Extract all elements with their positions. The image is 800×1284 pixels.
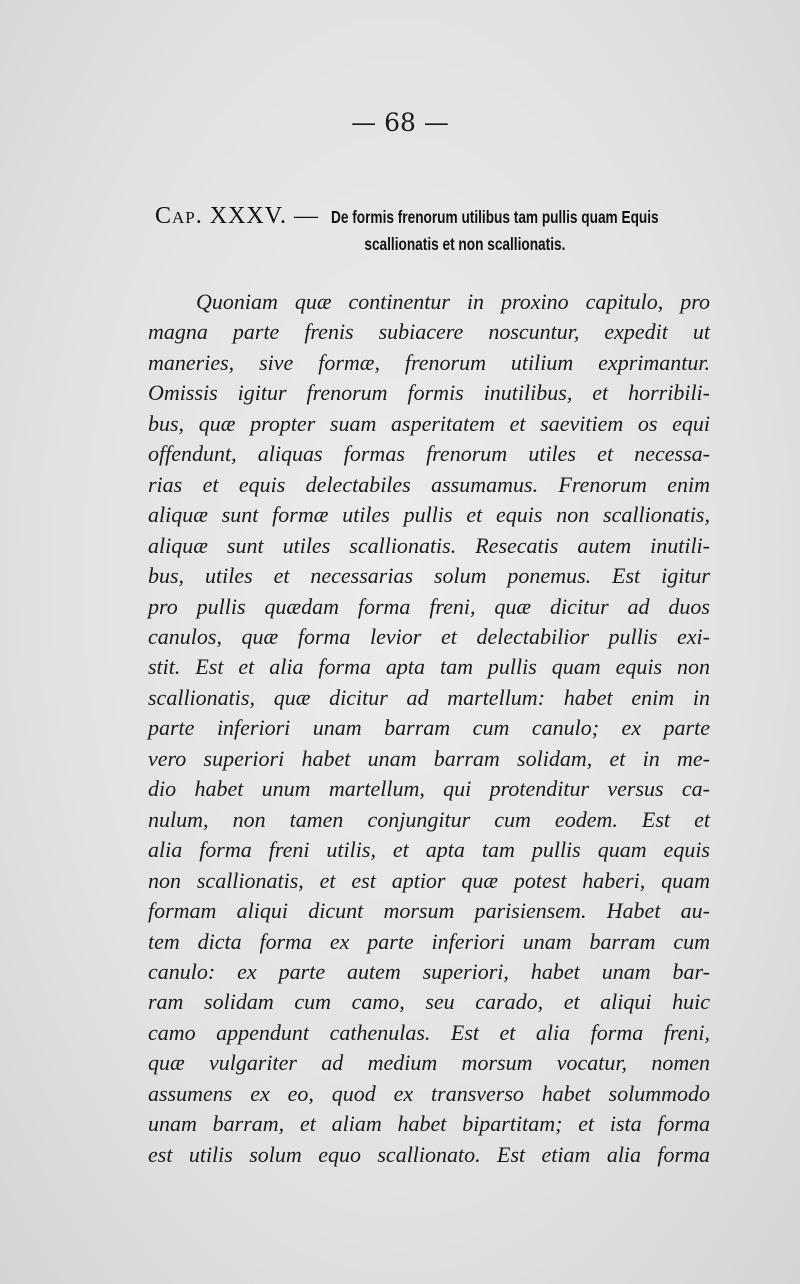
text-line: canulo: ex parte autem superiori, habet unam bar- (148, 958, 710, 984)
chapter-title-continued: scallionatis et non scallionatis. (364, 234, 566, 254)
text-line: camo appendunt cathenulas. Est et alia forma freni, (148, 1019, 710, 1045)
text-line: est utilis solum equo scallionato. Est etiam alia forma (148, 1141, 710, 1167)
text-line: pro pullis quædam forma freni, quæ dicitur ad duos (148, 593, 710, 619)
text-line: bus, quæ propter suam asperitatem et saevitiem os equi (148, 410, 710, 436)
chapter-label: Cap. XXXV. — (155, 203, 319, 229)
chapter-heading-line2 (155, 234, 715, 255)
body-text (148, 287, 710, 1170)
text-line: Quoniam quæ continentur in proxino capitulo, pro (196, 289, 710, 314)
chapter-heading (155, 203, 715, 255)
text-line: rias et equis delectabiles assumamus. Frenorum enim (148, 471, 710, 497)
text-line: aliquæ sunt formæ utiles pullis et equis non scallionatis, (148, 502, 710, 528)
text-line: unam barram, et aliam habet bipartitam; et ista forma (148, 1111, 710, 1137)
page-number: — 68 — (351, 108, 449, 137)
text-line: assumens ex eo, quod ex transverso habet solummodo (148, 1080, 710, 1106)
text-line: dio habet unum martellum, qui protenditur versus ca- (148, 776, 710, 802)
text-line: canulos, quæ forma levior et delectabilior pullis exi- (148, 623, 710, 649)
text-line: magna parte frenis subiacere noscuntur, expedit ut (148, 319, 710, 345)
text-line: non scallionatis, et est aptior quæ potest haberi, quam (148, 867, 710, 893)
text-line: ram solidam cum camo, seu carado, et aliqui huic (148, 989, 710, 1015)
text-line: parte inferiori unam barram cum canulo; ex parte (148, 715, 710, 741)
text-line: formam aliqui dicunt morsum parisiensem. Habet au- (148, 898, 710, 924)
text-line: stit. Est et alia forma apta tam pullis quam equis non (148, 654, 710, 680)
text-line: offendunt, aliquas formas frenorum utiles et necessa- (148, 441, 710, 467)
text-line: bus, utiles et necessarias solum ponemus. Est igitur (148, 563, 710, 589)
chapter-heading-line1 (155, 203, 715, 230)
text-line: scallionatis, quæ dicitur ad martellum: habet enim in (148, 684, 710, 710)
text-line: nulum, non tamen conjungitur cum eodem. Est et (148, 806, 710, 832)
text-line: alia forma freni utilis, et apta tam pullis quam equis (148, 837, 710, 863)
text-line: aliquæ sunt utiles scallionatis. Resecatis autem inutili- (148, 532, 710, 558)
text-line: maneries, sive formæ, frenorum utilium exprimantur. (148, 349, 710, 375)
text-line: quæ vulgariter ad medium morsum vocatur, nomen (148, 1050, 710, 1076)
text-line: tem dicta forma ex parte inferiori unam barram cum (148, 928, 710, 954)
text-line: vero superiori habet unam barram solidam, et in me- (148, 745, 710, 771)
chapter-title: De formis frenorum utilibus tam pullis quam Equis (330, 207, 659, 227)
text-line: Omissis igitur frenorum formis inutilibus, et horribili- (148, 380, 710, 406)
